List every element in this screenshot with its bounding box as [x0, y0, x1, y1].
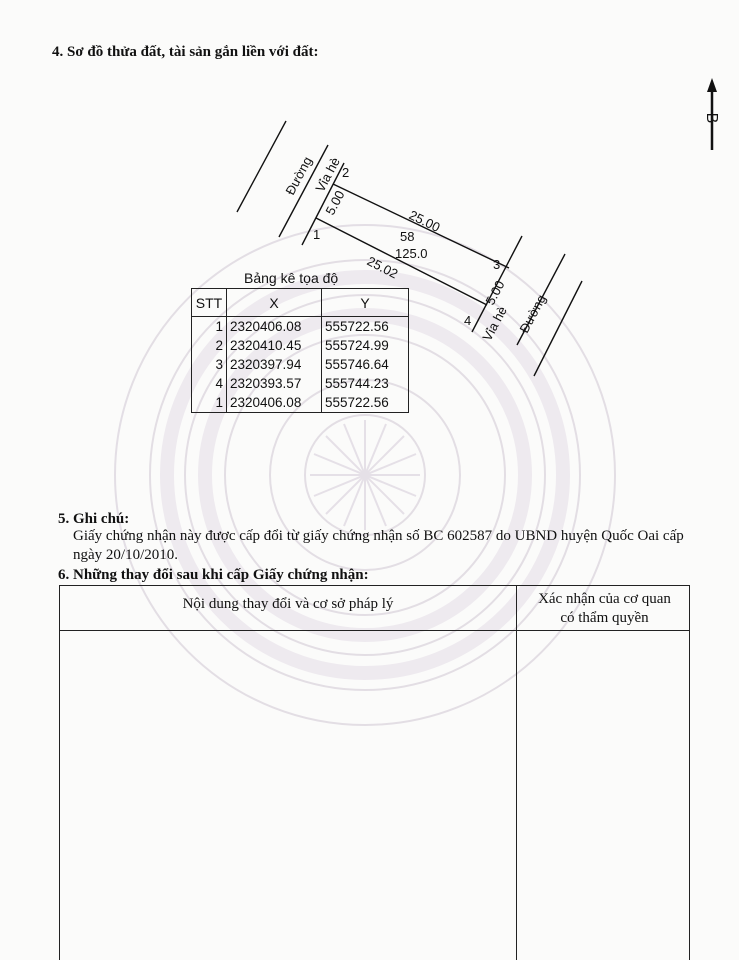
corner-2-label: 2: [342, 165, 350, 180]
right-sidewalk-label: Vỉa hè: [479, 303, 510, 344]
changes-table: [59, 585, 690, 960]
row-y: 555746.64: [322, 355, 409, 374]
row-stt: 3: [192, 355, 227, 374]
left-road-line-outer: [237, 121, 286, 212]
row-x: 2320410.45: [227, 336, 322, 355]
row-stt: 1: [192, 393, 227, 413]
left-sidewalk-label: Vỉa hè: [312, 154, 343, 195]
row-x: 2320406.08: [227, 317, 322, 337]
row-y: 555722.56: [322, 393, 409, 413]
corner-4-label: 4: [464, 313, 472, 328]
col-confirm-header: [518, 590, 691, 628]
right-road-label: Đường: [516, 292, 549, 336]
table-row: [192, 374, 409, 393]
col-stt-header: STT: [192, 289, 227, 317]
note-text: Giấy chứng nhận này được cấp đổi từ giấy chứng nhận số BC 602587 do UBND huyện Quốc Oai cấp ngày 20/10/2010.: [73, 528, 684, 563]
dim-left-label: 5.00: [322, 188, 348, 218]
col-confirm-line2: có thẩm quyền: [560, 610, 649, 626]
row-y: 555724.99: [322, 336, 409, 355]
row-x: 2320393.57: [227, 374, 322, 393]
col-x-header: X: [227, 289, 322, 317]
header-divider: [60, 630, 689, 631]
changes-section-heading: 6. Những thay đổi sau khi cấp Giấy chứng nhận:: [58, 567, 369, 583]
note-section-heading: 5. Ghi chú:: [58, 511, 130, 527]
parcel-area: 125.0: [395, 246, 428, 261]
corner-1-label: 1: [313, 227, 321, 242]
dim-bottom-label: 25.02: [364, 253, 401, 282]
dim-top-label: 25.00: [406, 207, 443, 235]
map-section-heading: 4. Sơ đồ thửa đất, tài sản gắn liền với đất:: [52, 44, 319, 60]
table-row: [192, 393, 409, 413]
row-stt: 2: [192, 336, 227, 355]
row-stt: 4: [192, 374, 227, 393]
col-y-header: Y: [322, 289, 409, 317]
row-y: 555744.23: [322, 374, 409, 393]
coordinate-table-title: Bảng kê tọa độ: [244, 270, 339, 286]
col-confirm-line1: Xác nhận của cơ quan: [538, 591, 671, 607]
corner-3-label: 3: [493, 257, 501, 272]
coordinate-table: [191, 288, 409, 413]
table-row: [192, 336, 409, 355]
dim-right-label: 5.00: [482, 278, 508, 308]
north-label: B: [703, 112, 720, 124]
row-x: 2320397.94: [227, 355, 322, 374]
table-row: [192, 317, 409, 337]
parcel-number: 58: [400, 229, 415, 244]
col-content-header: Nội dung thay đổi và cơ sở pháp lý: [182, 596, 394, 612]
row-y: 555722.56: [322, 317, 409, 337]
table-row: [192, 355, 409, 374]
left-road-label: Đường: [282, 154, 315, 198]
row-stt: 1: [192, 317, 227, 337]
row-x: 2320406.08: [227, 393, 322, 413]
column-divider: [516, 586, 517, 960]
